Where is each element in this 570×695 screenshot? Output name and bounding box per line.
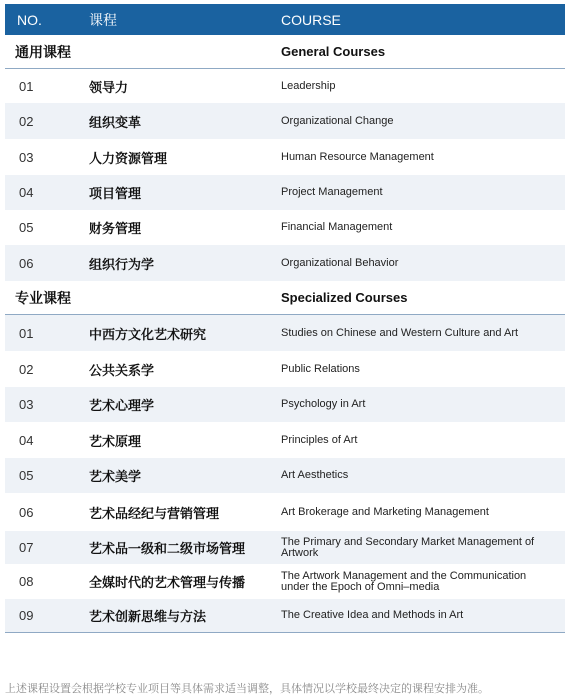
section-header-general	[5, 35, 565, 69]
row-course-zh: 艺术美学	[89, 469, 142, 484]
table-row	[5, 175, 565, 210]
row-course-zh: 艺术心理学	[89, 398, 155, 413]
row-course-en: Public Relations	[281, 362, 360, 375]
row-course-en: Art Brokerage and Marketing Management	[281, 505, 489, 518]
row-course-en: Principles of Art	[281, 433, 358, 446]
section-title-en: General Courses	[281, 44, 386, 59]
table-row	[5, 210, 565, 245]
section-title-zh: 专业课程	[15, 289, 71, 306]
table-bottom-divider	[5, 632, 565, 633]
table-row	[5, 103, 565, 139]
header-no: NO.	[17, 11, 42, 28]
row-number: 04	[19, 432, 34, 448]
row-number: 06	[19, 255, 34, 271]
section-header-specialized	[5, 281, 565, 315]
row-course-zh: 项目管理	[89, 186, 142, 201]
table-row	[5, 387, 565, 422]
row-course-en: Project Management	[281, 186, 383, 198]
row-course-zh: 艺术创新思维与方法	[89, 609, 207, 624]
row-number: 03	[19, 149, 34, 165]
table-row	[5, 351, 565, 387]
row-course-en: The Creative Idea and Methods in Art	[281, 609, 464, 621]
row-course-zh: 公共关系学	[89, 362, 155, 378]
row-course-en: Organizational Behavior	[281, 256, 399, 269]
footnote: 上述课程设置会根据学校专业项目等具体需求适当调整，具体情况以学校最终决定的课程安排为准。	[5, 683, 489, 695]
row-course-en: Studies on Chinese and Western Culture and Art	[281, 326, 519, 339]
row-course-zh: 人力资源管理	[89, 150, 168, 166]
course-table	[5, 4, 565, 633]
table-row	[5, 315, 565, 351]
table-row	[5, 139, 565, 175]
row-course-zh: 组织行为学	[89, 256, 155, 272]
table-header	[5, 4, 565, 35]
table-row	[5, 564, 565, 599]
table-row	[5, 599, 565, 632]
row-course-en: Financial Management	[281, 221, 393, 233]
row-course-en: Leadership	[281, 79, 336, 92]
row-course-en: The Artwork Management and the Communication under the Epoch of Omni–media	[281, 569, 527, 593]
row-course-en: The Primary and Secondary Market Management of Artwork	[281, 535, 535, 559]
header-course-zh: 课程	[89, 11, 117, 28]
table-row	[5, 69, 565, 103]
row-course-zh: 组织变革	[89, 114, 142, 130]
row-course-zh: 财务管理	[89, 221, 142, 236]
header-course-en: COURSE	[281, 11, 341, 28]
table-row	[5, 422, 565, 458]
row-number: 01	[19, 325, 34, 341]
row-course-zh: 艺术品一级和二级市场管理	[89, 541, 246, 556]
row-number: 02	[19, 361, 34, 377]
section-title-en: Specialized Courses	[281, 290, 408, 305]
row-number: 02	[19, 113, 34, 129]
table-row	[5, 245, 565, 281]
row-number: 09	[19, 608, 34, 623]
row-course-en: Organizational Change	[281, 114, 394, 127]
row-course-zh: 领导力	[89, 79, 129, 95]
row-course-zh: 艺术原理	[89, 433, 142, 449]
row-number: 04	[19, 185, 34, 200]
row-number: 07	[19, 540, 34, 555]
row-number: 06	[19, 504, 34, 520]
table-row	[5, 493, 565, 531]
table-row	[5, 458, 565, 493]
section-title-zh: 通用课程	[15, 43, 71, 60]
row-number: 05	[19, 468, 34, 483]
row-course-zh: 全媒时代的艺术管理与传播	[89, 575, 246, 590]
row-course-en: Human Resource Management	[281, 150, 434, 163]
table-row	[5, 531, 565, 564]
row-course-zh: 艺术品经纪与营销管理	[89, 505, 220, 521]
row-number: 05	[19, 220, 34, 235]
row-course-en: Psychology in Art	[281, 398, 366, 410]
row-number: 08	[19, 574, 34, 589]
row-number: 03	[19, 397, 34, 412]
row-course-zh: 中西方文化艺术研究	[89, 326, 207, 342]
row-number: 01	[19, 78, 34, 94]
row-course-en: Art Aesthetics	[281, 469, 349, 481]
